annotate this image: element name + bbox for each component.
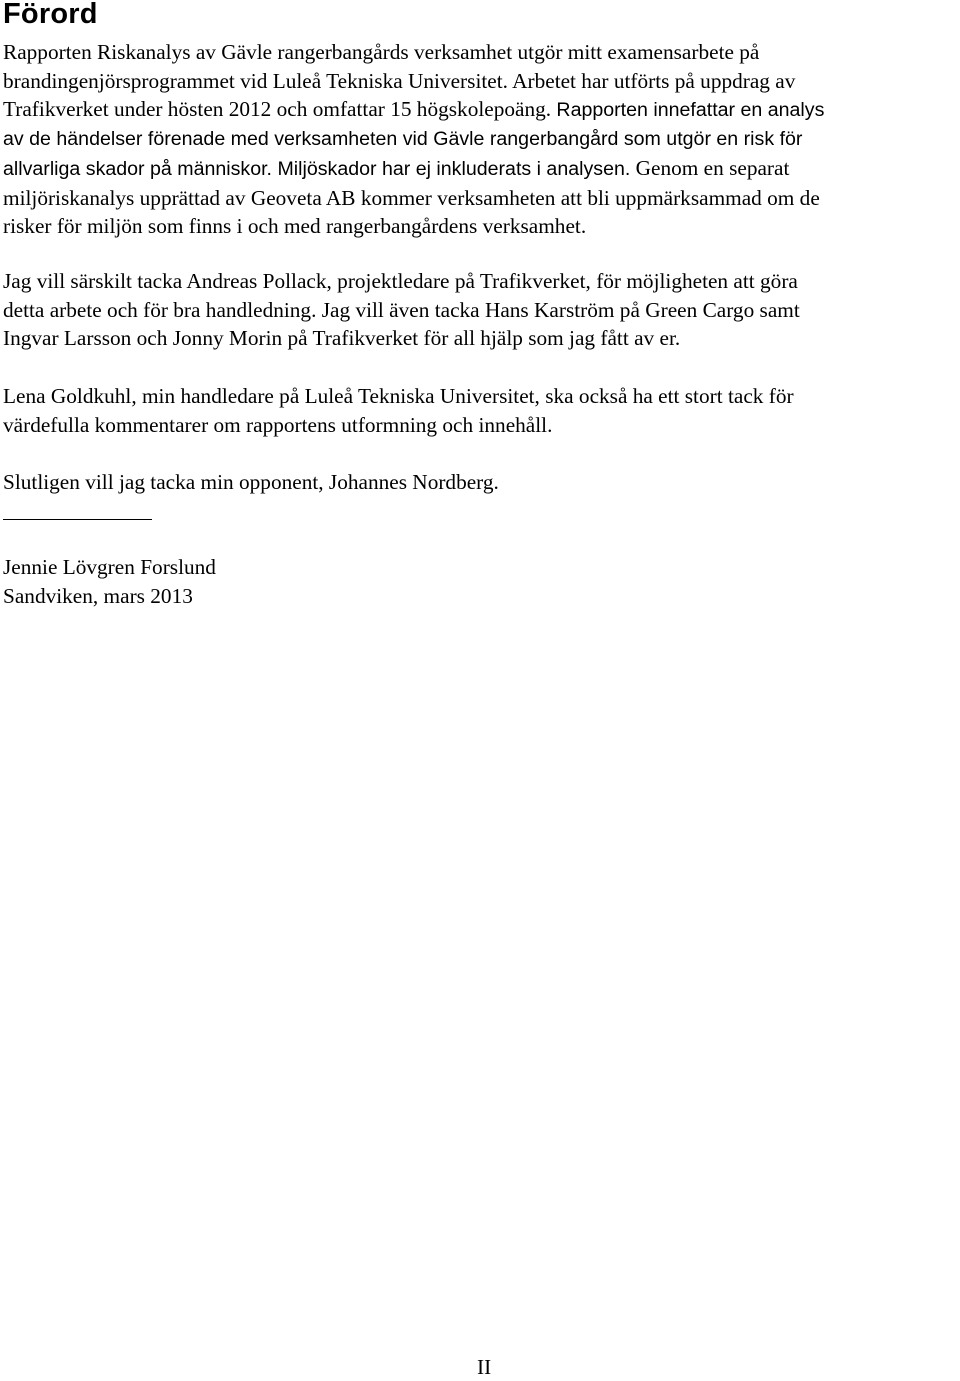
text-line: Jag vill särskilt tacka Andreas Pollack, projektledare på Trafikverket, för möjligheten att göra xyxy=(3,269,798,293)
text-line: Slutligen vill jag tacka min opponent, Johannes Nordberg. xyxy=(3,470,499,494)
author-name: Jennie Lövgren Forslund xyxy=(3,555,216,579)
paragraph-thanks xyxy=(3,267,960,353)
signature-block xyxy=(3,553,960,610)
page-title: Förord xyxy=(3,0,98,30)
place-date: Sandviken, mars 2013 xyxy=(3,583,193,608)
paragraph-opponent xyxy=(3,468,960,497)
signature-line xyxy=(3,519,152,520)
paragraph-supervisor xyxy=(3,382,960,439)
text-line: Rapporten Riskanalys av Gävle rangerbangårds verksamhet utgör mitt examensarbete på xyxy=(3,40,760,64)
text-line: miljöriskanalys upprättad av Geoveta AB kommer verksamheten att bli uppmärksammad om de xyxy=(3,185,820,210)
text-line: risker för miljön som finns i och med rangerbangårdens verksamhet. xyxy=(3,214,587,239)
text-line: detta arbete och för bra handledning. Jag vill även tacka Hans Karström på Green Cargo samt xyxy=(3,297,800,322)
paragraph-intro xyxy=(3,38,960,241)
page-number: II xyxy=(477,1355,492,1379)
text-line: Trafikverket under hösten 2012 och omfattar 15 högskolepoäng. Rapporten innefattar en analys xyxy=(3,97,825,122)
text-line: värdefulla kommentarer om rapportens utformning och innehåll. xyxy=(3,412,553,437)
text-line: av de händelser förenade med verksamheten vid Gävle rangerbangård som utgör en risk för xyxy=(3,128,803,151)
text-line: Ingvar Larsson och Jonny Morin på Trafikverket för all hjälp som jag fått av er. xyxy=(3,326,681,351)
text-line: Lena Goldkuhl, min handledare på Luleå Tekniska Universitet, ska också ha ett stort tack för xyxy=(3,384,794,408)
text-line: allvarliga skador på människor. Miljöskador har ej inkluderats i analysen. Genom en separat xyxy=(3,155,790,180)
text-line: brandingenjörsprogrammet vid Luleå Tekniska Universitet. Arbetet har utförts på uppdrag av xyxy=(3,68,796,93)
